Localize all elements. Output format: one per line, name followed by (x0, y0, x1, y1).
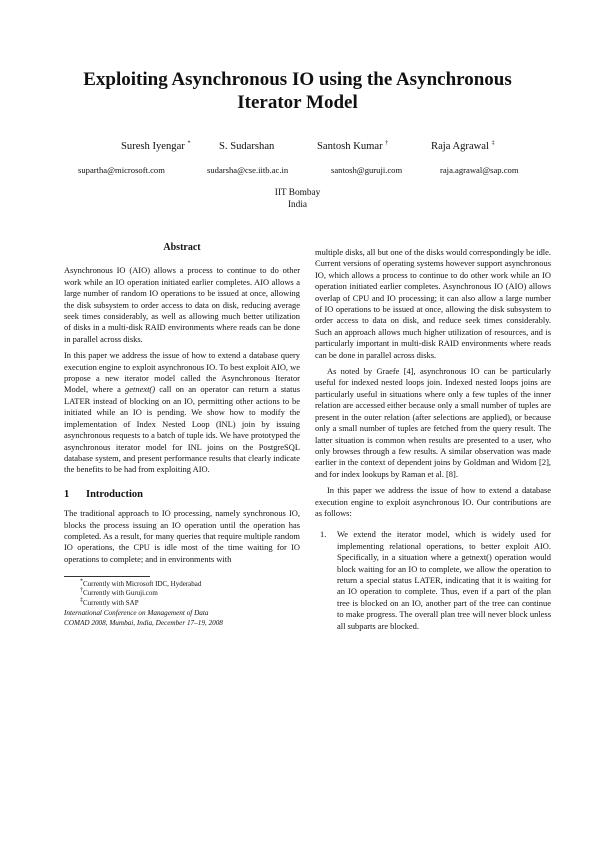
abstract-paragraph (64, 350, 300, 475)
author-email: supartha@microsoft.com (78, 165, 165, 175)
abstract-text: call on an operator can return a status LATER instead of blocking on an IO, permitting other actions to be initiated while an IO is pending. We show how to modify the implementation of Index Nested Loop (INL) join by issuing asynchronous requests to a batch of tuple ids. We have prototyped the asynchronous iterator model for INL joins on the PostgreSQL database system, and present performance results that clearly indicate the benefits to be had from exploiting AIO. (64, 384, 300, 475)
conference-line: COMAD 2008, Mumbai, India, December 17–19, 2008 (64, 619, 223, 628)
footnote (64, 599, 300, 608)
author-email: santosh@guruji.com (331, 165, 403, 175)
body-paragraph: multiple disks, all but one of the disks would correspondingly be idle. Current versions of operating systems however support asynchronous IO, which allows a process to continue to do other work while an IO operation initiated earlier completes. Asynchronous IO (AIO) allows overlap of CPU and IO processing; it can also allow a large number of IO operations to be issued at once, allowing the disk subsystem to order access to data on disk, and reduce seek times considerably. Such an approach allows much higher utilization of resources, and is particularly important in multi-disk RAID environments where reads can be done in parallel across disks. (315, 247, 551, 360)
footnote-text: Currently with Microsoft IDC, Hyderabad (83, 580, 202, 589)
footnote-mark: * (80, 578, 83, 585)
author-1 (121, 141, 191, 152)
footnotes (64, 580, 300, 628)
conference-line: International Conference on Management of Data (64, 608, 209, 617)
abstract-heading: Abstract (163, 242, 201, 253)
footnote-text: Currently with SAP (83, 598, 139, 607)
footnote-rule (64, 576, 150, 577)
contribution-list (315, 529, 551, 632)
footnote-mark: † (80, 588, 83, 595)
author-email: raja.agrawal@sap.com (440, 165, 519, 175)
footnote-text: Currently with Guruji.com (83, 589, 158, 598)
footnote (64, 580, 300, 589)
body-paragraph: As noted by Graefe [4], asynchronous IO can be particularly useful for indexed nested loops join. Indexed nested loops joins are particularly useful in situations where only a few tuples of the inner relation are accessed either because only a small number of tuples are present in the outer relation (after selections are applied), or because only a small number of tuples are fetched from the query result. The latter situation is common when results are presented to a user, who only browses through a few results. A similar observation was made earlier in the context of dependent joins by Goldman and Widom [2], and for index lookups by Raman et al. [8]. (315, 366, 551, 479)
section-heading-introduction (64, 489, 300, 500)
author-name: Santosh Kumar (317, 141, 383, 152)
author-footnote-mark: ‡ (491, 140, 495, 147)
author-emails (0, 165, 595, 177)
paper-title: Exploiting Asynchronous IO using the Asynchronous Iterator Model (83, 69, 512, 113)
author-3 (317, 141, 388, 152)
left-column (64, 242, 300, 628)
footnote (64, 589, 300, 598)
list-item (315, 529, 551, 632)
affiliation-institution: IIT Bombay (274, 188, 321, 198)
author-list (0, 141, 595, 155)
abstract-text: In this paper we address the issue of how to extend a database query execution engine to exploit asynchronous IO. To best exploit AIO, we propose a new iterator model called the Asynchronous Iterator Model, where a (64, 350, 300, 395)
list-item-text: We extend the iterator model, which is widely used for implementing relational operations, to better exploit AIO. Specifically, in a situation where a getnext() operation would block waiting for an IO to complete, we allow the operation to return a special status LATER, indicating that it is waiting for an IO operation to complete. Thus, even if a part of the plan tree is blocked on an IO, another part of the tree can continue to make progress. The overall plan tree will never block unless all subparts are blocked. (337, 529, 551, 631)
author-name: S. Sudarshan (219, 141, 275, 152)
author-2 (219, 141, 274, 152)
author-footnote-mark: * (187, 140, 191, 147)
footnote-mark: ‡ (80, 597, 83, 604)
author-name: Raja Agrawal (431, 141, 489, 152)
section-title: Introduction (86, 488, 143, 500)
affiliation-country: India (287, 200, 308, 210)
author-4 (431, 141, 495, 152)
body-paragraph: In this paper we address the issue of how to extend a database execution engine to exploit asynchronous IO. Our contributions are as follows: (315, 485, 551, 518)
body-paragraph: The traditional approach to IO processing, namely synchronous IO, blocks the process issuing an IO operation until the operation has completed. As a result, for many queries that require multiple random IO operations, the CPU is idle most of the time waiting for IO operations to complete; and in environments with (64, 508, 300, 564)
affiliation (0, 187, 595, 211)
author-name: Suresh Iyengar (121, 141, 185, 152)
list-item-number: 1. (320, 529, 327, 540)
right-column (315, 247, 551, 632)
author-email: sudarsha@cse.iitb.ac.in (207, 165, 289, 175)
abstract-paragraph: Asynchronous IO (AIO) allows a process to continue to do other work while an IO operation initiated earlier completes. AIO allows a large number of random IO operations to be issued at once, allowing the disk subsystem to order access to data on disk, reducing average seek times considerably, as well as allowing much better utilization of disks in a multi-disk RAID environments where reads can be done in parallel across disks. (64, 265, 300, 344)
abstract-code-term: getnext() (125, 384, 156, 395)
section-number: 1 (64, 488, 70, 500)
author-footnote-mark: † (385, 140, 389, 147)
